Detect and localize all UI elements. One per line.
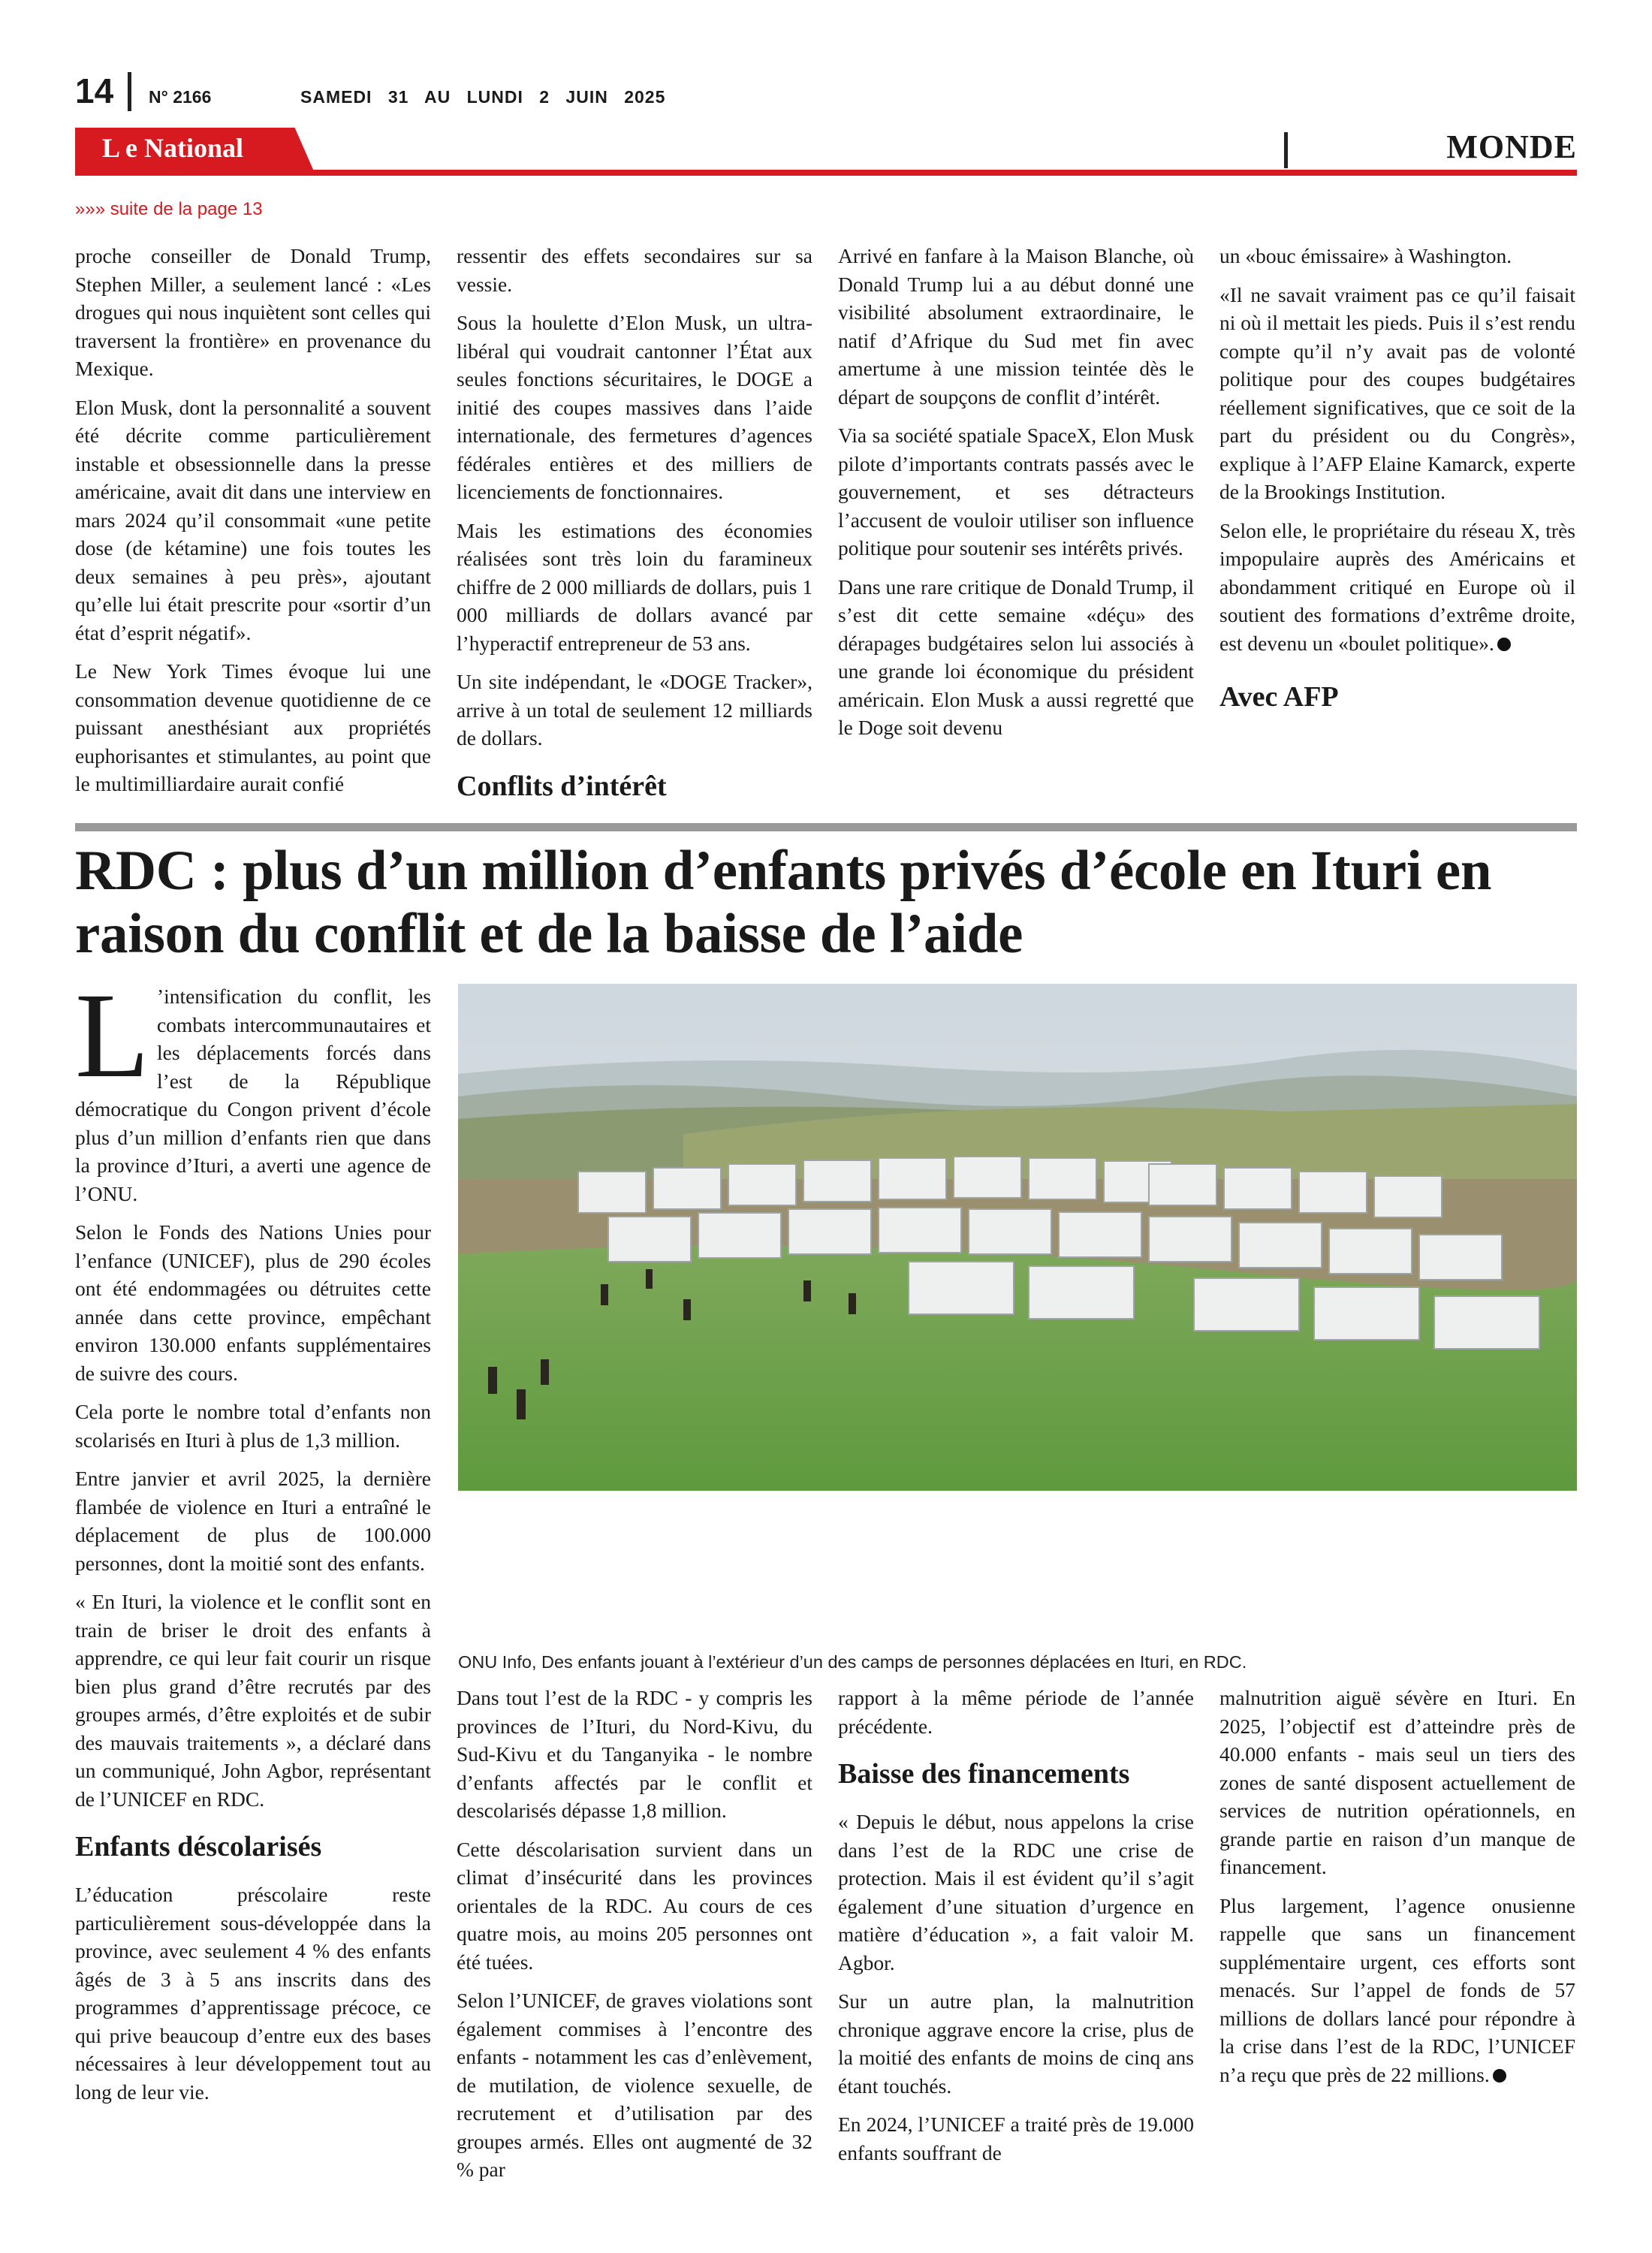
paragraph: Dans une rare critique de Donald Trump, il s’est dit cette semaine «déçu» des dérapages budgétaires selon lui associés à une grande loi économique du président américain. Elon Musk a aussi regretté que le Doge soit devenu bbox=[838, 575, 1194, 739]
top-article-col-3 bbox=[838, 242, 1194, 753]
paragraph bbox=[1219, 517, 1575, 658]
paragraph: Via sa société spatiale SpaceX, Elon Musk pilote d’importants contrats passés avec le gouvernement, et ses détracteurs l’accusent de vouloir utiliser son influence politique pour soutenir ses intérêts privés. bbox=[838, 424, 1194, 559]
paragraph: Entre janvier et avril 2025, la dernière flambée de violence en Ituri a entraîné le déplacement de plus de 100.000 personnes, dont la moitié sont des enfants. bbox=[75, 1467, 431, 1575]
paragraph: Arrivé en fanfare à la Maison Blanche, où Donald Trump lui a au début donné une visibilité absolument extraordinaire, le natif d’Afrique du Sud met fin avec amertume à une mission teintée dès le départ de soupçons de conflit d’intérêt. bbox=[838, 244, 1194, 409]
subheading-conflits: Conflits d’intérêt bbox=[457, 770, 667, 802]
section-rubric: MONDE bbox=[1446, 128, 1577, 165]
main-headline: RDC : plus d’un million d’enfants privés d’école en Ituri en raison du conflit et de la baisse de l’aide bbox=[75, 840, 1492, 965]
paragraph: rapport à la même période de l’année précédente. bbox=[838, 1686, 1194, 1738]
subheading-enfants: Enfants déscolarisés bbox=[75, 1831, 322, 1862]
paragraph: un «bouc émissaire» à Washington. bbox=[1219, 244, 1512, 267]
main-article-col-1 bbox=[75, 969, 431, 2116]
camp-photo bbox=[458, 984, 1577, 1491]
paragraph: malnutrition aiguë sévère en Ituri. En 2025, l’objectif est d’atteindre près de 40.000 enfants - mais seul un tiers des zones de santé disposent actuellement de services de nutrition opérationnels, en grande partie en raison d’un manque de financement. bbox=[1219, 1686, 1575, 1878]
paragraph: Cette déscolarisation survient dans un climat d’insécurité dans les provinces orientales de la RDC. Au cours de ces quatre mois, au moins 205 personnes ont été tuées. bbox=[457, 1837, 812, 1974]
paragraph: L’éducation préscolaire reste particulièrement sous-développée dans la province, avec seulement 4 % des enfants âgés de 3 à 5 ans inscrits dans des programmes d’apprentissage précoce, ce qui prive beaucoup d’entre eux des bases nécessaires à leur développement tout au long de leur vie. bbox=[75, 1883, 431, 2104]
newspaper-brand: L e National bbox=[102, 133, 244, 163]
page-number: 14 bbox=[75, 71, 114, 110]
lead-paragraph bbox=[75, 969, 431, 1208]
subheading-financements: Baisse des financements bbox=[838, 1758, 1130, 1790]
lead-text: ’intensification du conflit, les combats intercommunautaires et les déplacements forcés dans l’est de la République démocratique du Congon privent d’école plus d’un million d’enfants rien que dans la province d’Ituri, a averti une agence de l’ONU. bbox=[75, 985, 431, 1205]
paragraph bbox=[1219, 1892, 1575, 2089]
top-article-col-1 bbox=[75, 242, 431, 809]
article-signature: Avec AFP bbox=[1219, 681, 1339, 713]
paragraph: ressentir des effets secondaires sur sa vessie. bbox=[457, 244, 812, 296]
paragraph: «Il ne savait vraiment pas ce qu’il faisait ni où il mettait les pieds. Puis il s’est rendu compte qu’il n’y avait pas de volonté politique pour des coupes budgétaires réellement significatives, que ce soit de la part du président ou du Congrès», explique à l’AFP Elaine Kamarck, experte de la Brookings Institution. bbox=[1219, 282, 1575, 503]
photo-caption: ONU Info, Des enfants jouant à l’extérieur d’un des camps de personnes déplacées en Ituri, en RDC. bbox=[458, 1652, 1247, 1672]
main-article-col-3 bbox=[838, 1684, 1194, 2177]
issue-date: SAMEDI 31 AU LUNDI 2 JUIN 2025 bbox=[300, 87, 666, 107]
main-article-col-2 bbox=[457, 1684, 812, 2194]
paragraph: Un site indépendant, le «DOGE Tracker», arrive à un total de seulement 12 milliards de dollars. bbox=[457, 670, 812, 749]
paragraph: Selon le Fonds des Nations Unies pour l’enfance (UNICEF), plus de 290 écoles ont été endommagées ou détruites cette année dans cette province, empêchant environ 130.000 enfants supplémentaires de suivre des cours. bbox=[75, 1220, 431, 1385]
paragraph: Dans tout l’est de la RDC - y compris les provinces de l’Ituri, du Nord-Kivu, du Sud-Kivu et du Tanganyika - le nombre d’enfants affectés par le conflit et descolarisés dépasse 1,8 million. bbox=[457, 1686, 812, 1822]
paragraph: Le New York Times évoque lui une consommation devenue quotidienne de ce puissant anesthésiant aux propriétés euphorisantes et stimulantes, au point que le multimilliardaire aurait confié bbox=[75, 659, 431, 795]
header-rule bbox=[75, 170, 1577, 176]
paragraph: En 2024, l’UNICEF a traité près de 19.000 enfants souffrant de bbox=[838, 2113, 1194, 2164]
main-article-col-4 bbox=[1219, 1684, 1575, 2099]
top-article-col-2 bbox=[457, 242, 812, 820]
paragraph: proche conseiller de Donald Trump, Stephen Miller, a seulement lancé : «Les drogues qui nous inquiètent sont celles qui traversent la frontière» en provenance du Mexique. bbox=[75, 244, 431, 380]
paragraph-text: Plus largement, l’agence onusienne rappelle que sans un financement supplémentaire urgent, ces efforts sont menacés. Sur l’appel de fonds de 57 millions de dollars lancé pour répondre à la crise dans l’est de la RDC, l’UNICEF n’a reçu que près de 22 millions. bbox=[1219, 1893, 1575, 2086]
end-mark-icon bbox=[1493, 2069, 1506, 2083]
paragraph-text: Selon elle, le propriétaire du réseau X, très impopulaire auprès des Américains et abondamment critiqué en Europe où il soutient des formations d’extrême droite, est devenu un «boulet politique». bbox=[1219, 518, 1575, 655]
top-article-col-4 bbox=[1219, 242, 1575, 731]
paragraph: Cela porte le nombre total d’enfants non scolarisés en Ituri à plus de 1,3 million. bbox=[75, 1400, 431, 1452]
rubric-divider bbox=[1284, 132, 1288, 168]
paragraph: Sous la houlette d’Elon Musk, un ultra-libéral qui voudrait cantonner l’État aux seules fonctions sécuritaires, le DOGE a initié des coupes massives dans l’aide internationale, des fermetures d’agences fédérales entières et des milliers de licenciements de fonctionnaires. bbox=[457, 311, 812, 503]
article-separator bbox=[75, 823, 1577, 831]
paragraph: « Depuis le début, nous appelons la crise dans l’est de la RDC une crise de protection. Mais il est évident qu’il s’agit également d’une situation d’urgence en matière d’éducation », a fait valoir M. Agbor. bbox=[838, 1810, 1194, 1974]
continuation-note: »»» suite de la page 13 bbox=[75, 199, 263, 219]
issue-number: N° 2166 bbox=[149, 87, 212, 107]
paragraph: Sur un autre plan, la malnutrition chronique aggrave encore la crise, plus de la moitié des enfants de moins de cinq ans étant touchés. bbox=[838, 1989, 1194, 2098]
paragraph: Mais les estimations des économies réalisées sont très loin du faramineux chiffre de 2 000 milliards de dollars, puis 1 000 milliards de dollars avancé par l’hyperactif entrepreneur de 53 ans. bbox=[457, 518, 812, 655]
camp-photo-illustration bbox=[458, 984, 1577, 1491]
paragraph: Elon Musk, dont la personnalité a souvent été décrite comme particulièrement instable et obsessionnelle dans la presse américaine, avait dit dans une interview en mars 2024 qu’il consommait «une petite dose (de kétamine) une fois toutes les deux semaines à peu près», ajoutant qu’elle lui était prescrite pour «sortir d’un état d’esprit négatif». bbox=[75, 395, 431, 644]
end-mark-icon bbox=[1497, 638, 1511, 651]
paragraph: Selon l’UNICEF, de graves violations sont également commises à l’encontre des enfants - notamment les cas d’enlèvement, de mutilation, de violence sexuelle, de recrutement et d’utilisation par des groupes armés. Elles ont augmenté de 32 % par bbox=[457, 1989, 812, 2181]
paragraph: « En Ituri, la violence et le conflit sont en train de briser le droit des enfants à apprendre, ce qui leur fait courir un risque bien plus grand d’être recrutés par des groupes armés, d’être exploités et de subir des mauvais traitements », a déclaré dans un communiqué, John Agbor, représentant de l’UNICEF en RDC. bbox=[75, 1590, 431, 1811]
drop-cap: L bbox=[75, 969, 149, 1103]
folio-divider bbox=[128, 72, 131, 111]
